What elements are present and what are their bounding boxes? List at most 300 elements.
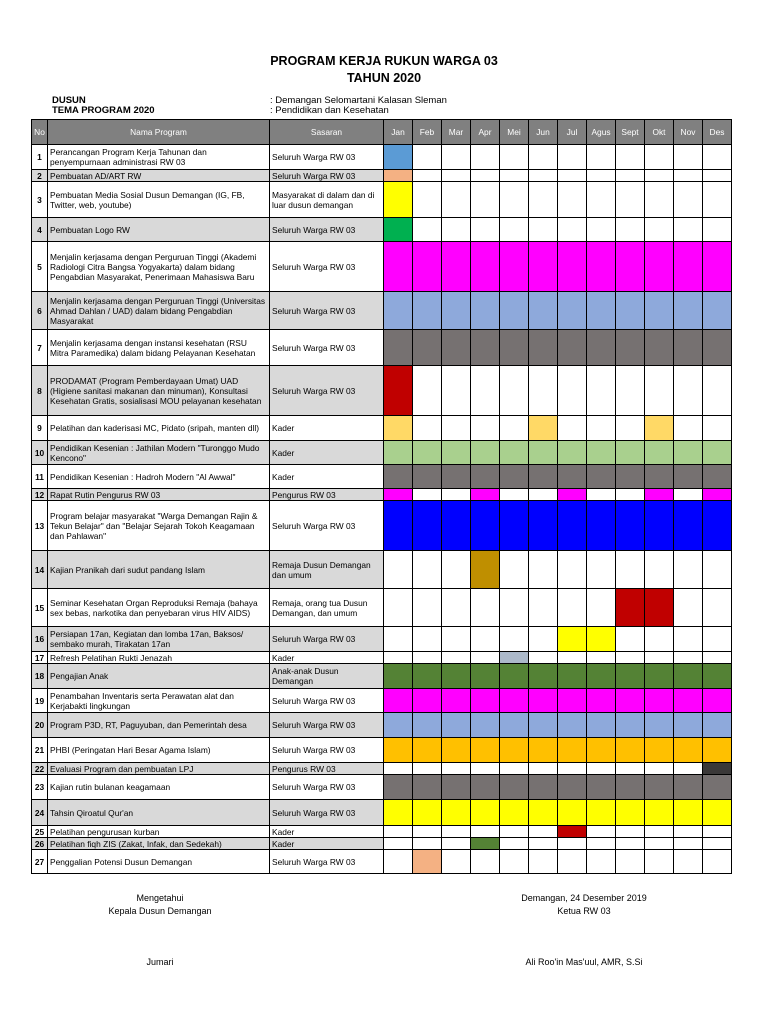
month-cell <box>413 366 442 416</box>
month-cell <box>413 713 442 738</box>
month-cell <box>558 242 587 292</box>
program-name: Penggalian Potensi Dusun Demangan <box>48 850 270 874</box>
month-cell <box>616 551 645 589</box>
program-name: PHBI (Peringatan Hari Besar Agama Islam) <box>48 738 270 763</box>
month-cell <box>558 664 587 689</box>
month-cell <box>442 170 471 182</box>
month-cell <box>587 838 616 850</box>
month-cell <box>558 501 587 551</box>
month-cell <box>645 551 674 589</box>
month-cell <box>413 850 442 874</box>
month-cell <box>442 838 471 850</box>
month-cell <box>558 850 587 874</box>
month-cell <box>558 826 587 838</box>
month-cell <box>529 145 558 170</box>
month-cell <box>413 145 442 170</box>
program-target: Kader <box>270 838 384 850</box>
month-cell <box>674 738 703 763</box>
month-cell <box>703 589 732 627</box>
program-target: Remaja Dusun Demangan dan umum <box>270 551 384 589</box>
month-cell <box>384 738 413 763</box>
month-cell <box>500 441 529 465</box>
month-cell <box>616 465 645 489</box>
month-cell <box>384 145 413 170</box>
row-number: 11 <box>32 465 48 489</box>
month-cell <box>384 292 413 330</box>
month-cell <box>703 501 732 551</box>
row-number: 16 <box>32 627 48 652</box>
program-target: Seluruh Warga RW 03 <box>270 800 384 826</box>
sign-left-line2: Kepala Dusun Demangan <box>108 906 212 916</box>
month-cell <box>384 170 413 182</box>
month-cell <box>674 713 703 738</box>
month-cell <box>500 713 529 738</box>
month-cell <box>558 652 587 664</box>
month-cell <box>500 218 529 242</box>
month-cell <box>529 664 558 689</box>
month-cell <box>587 292 616 330</box>
month-cell <box>442 218 471 242</box>
month-cell <box>616 242 645 292</box>
month-cell <box>413 441 442 465</box>
month-cell <box>529 838 558 850</box>
program-target: Seluruh Warga RW 03 <box>270 218 384 242</box>
program-target: Seluruh Warga RW 03 <box>270 366 384 416</box>
header-month: Apr <box>471 120 500 145</box>
month-cell <box>674 441 703 465</box>
month-cell <box>384 589 413 627</box>
month-cell <box>500 689 529 713</box>
month-cell <box>471 489 500 501</box>
month-cell <box>413 652 442 664</box>
month-cell <box>587 826 616 838</box>
month-cell <box>558 838 587 850</box>
program-name: Pelatihan dan kaderisasi MC, Pidato (sripah, manten dll) <box>48 416 270 441</box>
month-cell <box>558 489 587 501</box>
program-target: Seluruh Warga RW 03 <box>270 145 384 170</box>
row-number: 1 <box>32 145 48 170</box>
program-target: Masyarakat di dalam dan di luar dusun demangan <box>270 182 384 218</box>
month-cell <box>413 242 442 292</box>
month-cell <box>674 465 703 489</box>
program-target: Seluruh Warga RW 03 <box>270 850 384 874</box>
row-number: 9 <box>32 416 48 441</box>
table-row <box>32 489 732 501</box>
month-cell <box>616 652 645 664</box>
table-row <box>32 689 732 713</box>
header-month: Des <box>703 120 732 145</box>
program-name: Evaluasi Program dan pembuatan LPJ <box>48 763 270 775</box>
month-cell <box>442 330 471 366</box>
month-cell <box>413 551 442 589</box>
program-target: Kader <box>270 652 384 664</box>
month-cell <box>587 416 616 441</box>
month-cell <box>558 292 587 330</box>
month-cell <box>384 763 413 775</box>
month-cell <box>674 689 703 713</box>
month-cell <box>703 763 732 775</box>
month-cell <box>442 589 471 627</box>
month-cell <box>558 218 587 242</box>
month-cell <box>471 627 500 652</box>
month-cell <box>645 589 674 627</box>
row-number: 3 <box>32 182 48 218</box>
month-cell <box>645 689 674 713</box>
month-cell <box>674 664 703 689</box>
program-target: Seluruh Warga RW 03 <box>270 292 384 330</box>
month-cell <box>616 366 645 416</box>
month-cell <box>645 465 674 489</box>
month-cell <box>703 738 732 763</box>
month-cell <box>442 465 471 489</box>
month-cell <box>384 652 413 664</box>
dusun-value: : Demangan Selomartani Kalasan Sleman <box>270 95 447 106</box>
month-cell <box>529 775 558 800</box>
month-cell <box>471 218 500 242</box>
table-row <box>32 242 732 292</box>
month-cell <box>413 416 442 441</box>
month-cell <box>616 713 645 738</box>
month-cell <box>471 242 500 292</box>
month-cell <box>442 652 471 664</box>
month-cell <box>442 826 471 838</box>
month-cell <box>413 170 442 182</box>
month-cell <box>703 465 732 489</box>
month-cell <box>442 292 471 330</box>
month-cell <box>384 850 413 874</box>
month-cell <box>471 689 500 713</box>
month-cell <box>471 330 500 366</box>
month-cell <box>500 501 529 551</box>
month-cell <box>471 713 500 738</box>
month-cell <box>558 441 587 465</box>
month-cell <box>384 664 413 689</box>
table-row <box>32 652 732 664</box>
program-target: Pengurus RW 03 <box>270 489 384 501</box>
program-target: Seluruh Warga RW 03 <box>270 775 384 800</box>
row-number: 14 <box>32 551 48 589</box>
month-cell <box>529 292 558 330</box>
month-cell <box>442 627 471 652</box>
month-cell <box>529 713 558 738</box>
month-cell <box>645 218 674 242</box>
month-cell <box>616 775 645 800</box>
header-program: Nama Program <box>48 120 270 145</box>
month-cell <box>674 775 703 800</box>
month-cell <box>442 441 471 465</box>
month-cell <box>645 664 674 689</box>
row-number: 15 <box>32 589 48 627</box>
month-cell <box>616 738 645 763</box>
month-cell <box>558 689 587 713</box>
program-target: Seluruh Warga RW 03 <box>270 713 384 738</box>
month-cell <box>442 501 471 551</box>
month-cell <box>442 664 471 689</box>
month-cell <box>674 826 703 838</box>
month-cell <box>384 800 413 826</box>
month-cell <box>645 441 674 465</box>
month-cell <box>674 182 703 218</box>
table-header-row <box>32 120 732 145</box>
month-cell <box>413 501 442 551</box>
table-row <box>32 763 732 775</box>
month-cell <box>500 465 529 489</box>
month-cell <box>529 652 558 664</box>
program-name: Menjalin kerjasama dengan instansi kesehatan (RSU Mitra Paramedika) dalam bidang Pelayanan Kesehatan <box>48 330 270 366</box>
month-cell <box>384 627 413 652</box>
program-name: Pengajian Anak <box>48 664 270 689</box>
month-cell <box>442 763 471 775</box>
month-cell <box>558 589 587 627</box>
month-cell <box>558 145 587 170</box>
month-cell <box>442 850 471 874</box>
month-cell <box>500 589 529 627</box>
header-sasaran: Sasaran <box>270 120 384 145</box>
month-cell <box>413 465 442 489</box>
month-cell <box>645 838 674 850</box>
month-cell <box>558 627 587 652</box>
month-cell <box>529 763 558 775</box>
month-cell <box>442 242 471 292</box>
table-row <box>32 775 732 800</box>
month-cell <box>558 713 587 738</box>
month-cell <box>616 170 645 182</box>
month-cell <box>442 713 471 738</box>
month-cell <box>587 145 616 170</box>
month-cell <box>587 366 616 416</box>
month-cell <box>645 826 674 838</box>
month-cell <box>674 627 703 652</box>
table-row <box>32 850 732 874</box>
month-cell <box>384 826 413 838</box>
month-cell <box>616 145 645 170</box>
month-cell <box>703 689 732 713</box>
table-body <box>32 145 732 874</box>
month-cell <box>587 330 616 366</box>
month-cell <box>384 441 413 465</box>
month-cell <box>442 182 471 218</box>
month-cell <box>529 489 558 501</box>
month-cell <box>471 826 500 838</box>
month-cell <box>558 465 587 489</box>
month-cell <box>645 652 674 664</box>
month-cell <box>616 627 645 652</box>
table-row <box>32 182 732 218</box>
month-cell <box>413 838 442 850</box>
month-cell <box>645 170 674 182</box>
month-cell <box>384 465 413 489</box>
month-cell <box>674 800 703 826</box>
month-cell <box>500 292 529 330</box>
month-cell <box>587 465 616 489</box>
month-cell <box>558 551 587 589</box>
program-name: Persiapan 17an, Kegiatan dan lomba 17an, Baksos/ sembako murah, Tirakatan 17an <box>48 627 270 652</box>
month-cell <box>384 838 413 850</box>
month-cell <box>703 182 732 218</box>
month-cell <box>558 775 587 800</box>
month-cell <box>587 850 616 874</box>
month-cell <box>703 330 732 366</box>
table-row <box>32 170 732 182</box>
row-number: 17 <box>32 652 48 664</box>
month-cell <box>703 850 732 874</box>
month-cell <box>587 627 616 652</box>
month-cell <box>587 738 616 763</box>
row-number: 6 <box>32 292 48 330</box>
month-cell <box>703 826 732 838</box>
header-month: Jul <box>558 120 587 145</box>
month-cell <box>645 145 674 170</box>
month-cell <box>674 652 703 664</box>
month-cell <box>703 489 732 501</box>
month-cell <box>471 501 500 551</box>
row-number: 13 <box>32 501 48 551</box>
month-cell <box>413 589 442 627</box>
month-cell <box>529 242 558 292</box>
month-cell <box>587 551 616 589</box>
month-cell <box>674 763 703 775</box>
sign-right-line1: Demangan, 24 Desember 2019 <box>521 893 647 903</box>
month-cell <box>674 838 703 850</box>
month-cell <box>413 800 442 826</box>
month-cell <box>413 664 442 689</box>
program-name: Pendidikan Kesenian : Jathilan Modern "Turonggo Mudo Kencono" <box>48 441 270 465</box>
month-cell <box>703 551 732 589</box>
program-target: Kader <box>270 441 384 465</box>
month-cell <box>529 170 558 182</box>
row-number: 22 <box>32 763 48 775</box>
month-cell <box>587 170 616 182</box>
month-cell <box>413 489 442 501</box>
month-cell <box>616 416 645 441</box>
month-cell <box>442 689 471 713</box>
month-cell <box>645 850 674 874</box>
program-name: Program P3D, RT, Paguyuban, dan Pemerintah desa <box>48 713 270 738</box>
table-row <box>32 145 732 170</box>
month-cell <box>645 627 674 652</box>
month-cell <box>645 242 674 292</box>
header-month: Agus <box>587 120 616 145</box>
month-cell <box>442 551 471 589</box>
month-cell <box>645 763 674 775</box>
month-cell <box>616 763 645 775</box>
row-number: 2 <box>32 170 48 182</box>
month-cell <box>587 689 616 713</box>
month-cell <box>587 441 616 465</box>
header-month: Mar <box>442 120 471 145</box>
table-row <box>32 551 732 589</box>
dusun-label: DUSUN <box>52 95 86 106</box>
month-cell <box>558 330 587 366</box>
month-cell <box>529 465 558 489</box>
month-cell <box>558 366 587 416</box>
program-name: Pembuatan AD/ART RW <box>48 170 270 182</box>
month-cell <box>500 242 529 292</box>
month-cell <box>529 501 558 551</box>
program-name: Refresh Pelatihan Rukti Jenazah <box>48 652 270 664</box>
sign-left-name: Jumari <box>146 957 174 967</box>
program-target: Seluruh Warga RW 03 <box>270 501 384 551</box>
tema-label: TEMA PROGRAM 2020 <box>52 105 155 116</box>
month-cell <box>471 738 500 763</box>
table-row <box>32 416 732 441</box>
program-name: Rapat Rutin Pengurus RW 03 <box>48 489 270 501</box>
header-month: Feb <box>413 120 442 145</box>
month-cell <box>529 800 558 826</box>
month-cell <box>442 738 471 763</box>
month-cell <box>442 800 471 826</box>
month-cell <box>558 738 587 763</box>
table-row <box>32 713 732 738</box>
month-cell <box>500 145 529 170</box>
month-cell <box>442 416 471 441</box>
table-row <box>32 330 732 366</box>
month-cell <box>384 242 413 292</box>
month-cell <box>703 652 732 664</box>
row-number: 19 <box>32 689 48 713</box>
month-cell <box>384 713 413 738</box>
month-cell <box>529 850 558 874</box>
month-cell <box>558 182 587 218</box>
month-cell <box>529 366 558 416</box>
month-cell <box>616 182 645 218</box>
month-cell <box>616 838 645 850</box>
row-number: 7 <box>32 330 48 366</box>
month-cell <box>616 826 645 838</box>
month-cell <box>529 330 558 366</box>
month-cell <box>587 218 616 242</box>
month-cell <box>674 850 703 874</box>
month-cell <box>471 800 500 826</box>
table-row <box>32 738 732 763</box>
month-cell <box>442 775 471 800</box>
month-cell <box>587 763 616 775</box>
program-name: Menjalin kerjasama dengan Perguruan Tinggi (Universitas Ahmad Dahlan / UAD) dalam bidang Pengabdian Masyarakat <box>48 292 270 330</box>
month-cell <box>413 738 442 763</box>
month-cell <box>471 589 500 627</box>
header-month: Jan <box>384 120 413 145</box>
row-number: 12 <box>32 489 48 501</box>
month-cell <box>442 145 471 170</box>
month-cell <box>616 292 645 330</box>
month-cell <box>645 330 674 366</box>
month-cell <box>471 292 500 330</box>
month-cell <box>384 218 413 242</box>
table-row <box>32 292 732 330</box>
program-name: Penambahan Inventaris serta Perawatan alat dan Kerjabakti lingkungan <box>48 689 270 713</box>
month-cell <box>616 689 645 713</box>
table-row <box>32 589 732 627</box>
page-subtitle: TAHUN 2020 <box>346 71 422 85</box>
month-cell <box>558 800 587 826</box>
month-cell <box>500 652 529 664</box>
month-cell <box>500 366 529 416</box>
month-cell <box>674 242 703 292</box>
month-cell <box>674 292 703 330</box>
month-cell <box>645 366 674 416</box>
month-cell <box>674 366 703 416</box>
month-cell <box>384 416 413 441</box>
month-cell <box>500 838 529 850</box>
month-cell <box>616 850 645 874</box>
program-name: Kajian Pranikah dari sudut pandang Islam <box>48 551 270 589</box>
month-cell <box>384 182 413 218</box>
month-cell <box>471 182 500 218</box>
month-cell <box>587 489 616 501</box>
month-cell <box>703 800 732 826</box>
month-cell <box>703 775 732 800</box>
program-name: Pembuatan Media Sosial Dusun Demangan (IG, FB, Twitter, web, youtube) <box>48 182 270 218</box>
